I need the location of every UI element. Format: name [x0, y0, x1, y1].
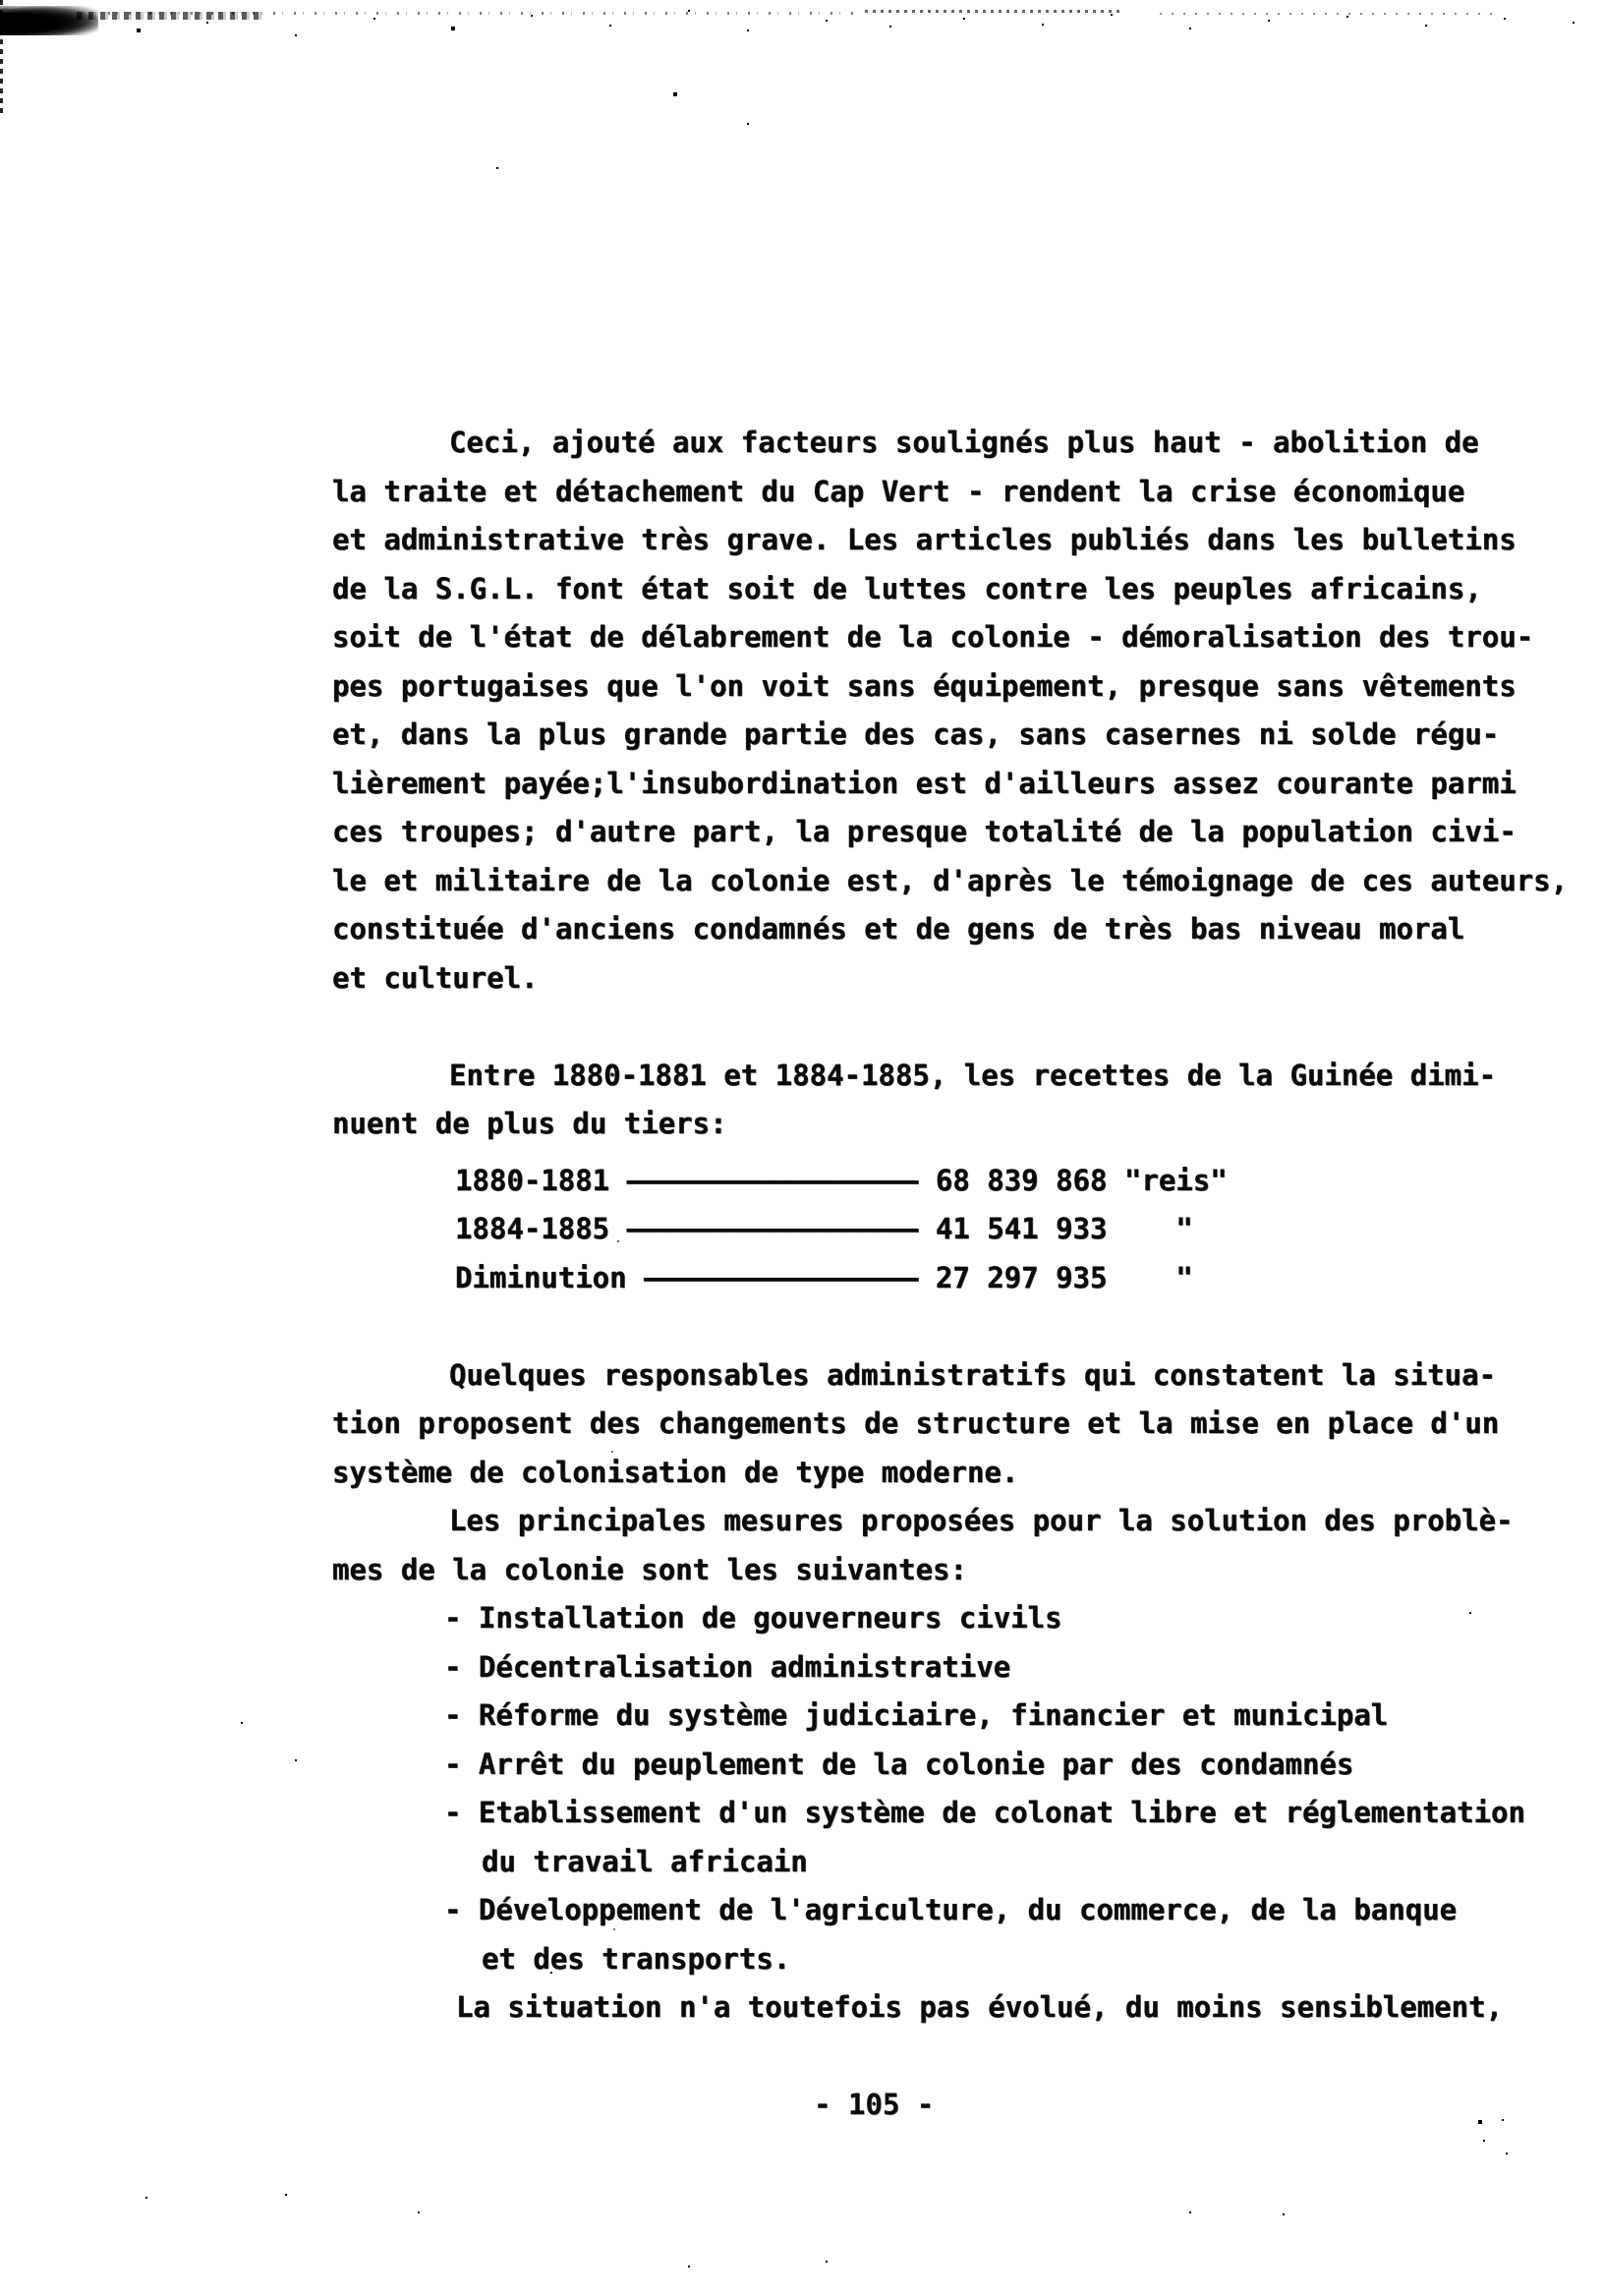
- text-line: système de colonisation de type moderne.: [332, 1455, 1019, 1489]
- text-line: et culturel.: [332, 960, 539, 995]
- text-line: Entre 1880-1881 et 1884-1885, les recettes de la Guinée dimi-: [449, 1058, 1497, 1092]
- list-item: - Arrêt du peuplement de la colonie par des condamnés: [444, 1747, 1354, 1781]
- list-item: - Installation de gouverneurs civils: [444, 1601, 1062, 1635]
- table-row: 1884-1885 ————————————————— 41 541 933 ": [455, 1212, 1193, 1245]
- text-line: constituée d'anciens condamnés et de gens de très bas niveau moral: [332, 912, 1465, 946]
- table-row: Diminution ———————————————— 27 297 935 ": [455, 1260, 1193, 1294]
- measures-list: [332, 1594, 1541, 1983]
- revenue-table: [332, 1157, 1541, 1303]
- text-line: lièrement payée;l'insubordination est d'ailleurs assez courante parmi: [332, 766, 1517, 800]
- closing-sentence: La situation n'a toutefois pas évolué, du moins sensiblement,: [456, 1990, 1504, 2024]
- scan-artifact-top-noise: [1160, 13, 1494, 15]
- scan-artifact-ink-blob: [0, 6, 98, 35]
- scan-artifact-top-noise: [108, 12, 855, 15]
- scan-artifact-left-edge: [0, 0, 3, 116]
- text-line: et administrative très grave. Les articles publiés dans les bulletins: [332, 523, 1517, 556]
- scan-artifact-specks: [0, 0, 2, 2]
- text-line: ces troupes; d'autre part, la presque totalité de la population civi-: [332, 815, 1517, 848]
- text-line: Les principales mesures proposées pour la solution des problè-: [449, 1504, 1514, 1537]
- text-line: le et militaire de la colonie est, d'après le témoignage de ces auteurs,: [332, 863, 1569, 897]
- list-item: - Etablissement d'un système de colonat libre et réglementation: [444, 1796, 1525, 1829]
- text-line: mes de la colonie sont les suivantes:: [332, 1552, 968, 1586]
- scan-artifact-top-noise: [865, 10, 1120, 13]
- paragraph-crisis: [332, 419, 1569, 1003]
- text-line: la traite et détachement du Cap Vert - rendent la crise économique: [332, 474, 1465, 508]
- page-number: - 105 -: [814, 2088, 935, 2121]
- text-line: tion proposent des changements de structure et la mise en place d'un: [332, 1406, 1500, 1440]
- text-line: soit de l'état de délabrement de la colonie - démoralisation des trou-: [332, 620, 1534, 654]
- text-line: pes portugaises que l'on voit sans équipement, presque sans vêtements: [332, 668, 1517, 703]
- text-line: Quelques responsables administratifs qui constatent la situa-: [449, 1357, 1497, 1392]
- list-item: - Décentralisation administrative: [444, 1649, 1011, 1684]
- list-item-continuation: et des transports.: [482, 1941, 791, 1976]
- document-body: [332, 419, 1569, 2033]
- text-line: Ceci, ajouté aux facteurs soulignés plus haut - abolition de: [449, 426, 1479, 459]
- text-line: nuent de plus du tiers:: [332, 1107, 727, 1140]
- list-item-continuation: du travail africain: [482, 1844, 808, 1878]
- list-item: - Développement de l'agriculture, du commerce, de la banque: [444, 1893, 1458, 1926]
- table-row: 1880-1881 ————————————————— 68 839 868 "reis": [455, 1163, 1228, 1197]
- text-line: et, dans la plus grande partie des cas, sans casernes ni solde régu-: [332, 718, 1500, 751]
- paragraph-measures-intro: [332, 1351, 1541, 1595]
- text-line: de la S.G.L. font état soit de luttes contre les peuples africains,: [332, 571, 1482, 605]
- paragraph-revenues: [332, 1052, 1541, 1149]
- list-item: - Réforme du système judiciaire, financier et municipal: [444, 1698, 1389, 1732]
